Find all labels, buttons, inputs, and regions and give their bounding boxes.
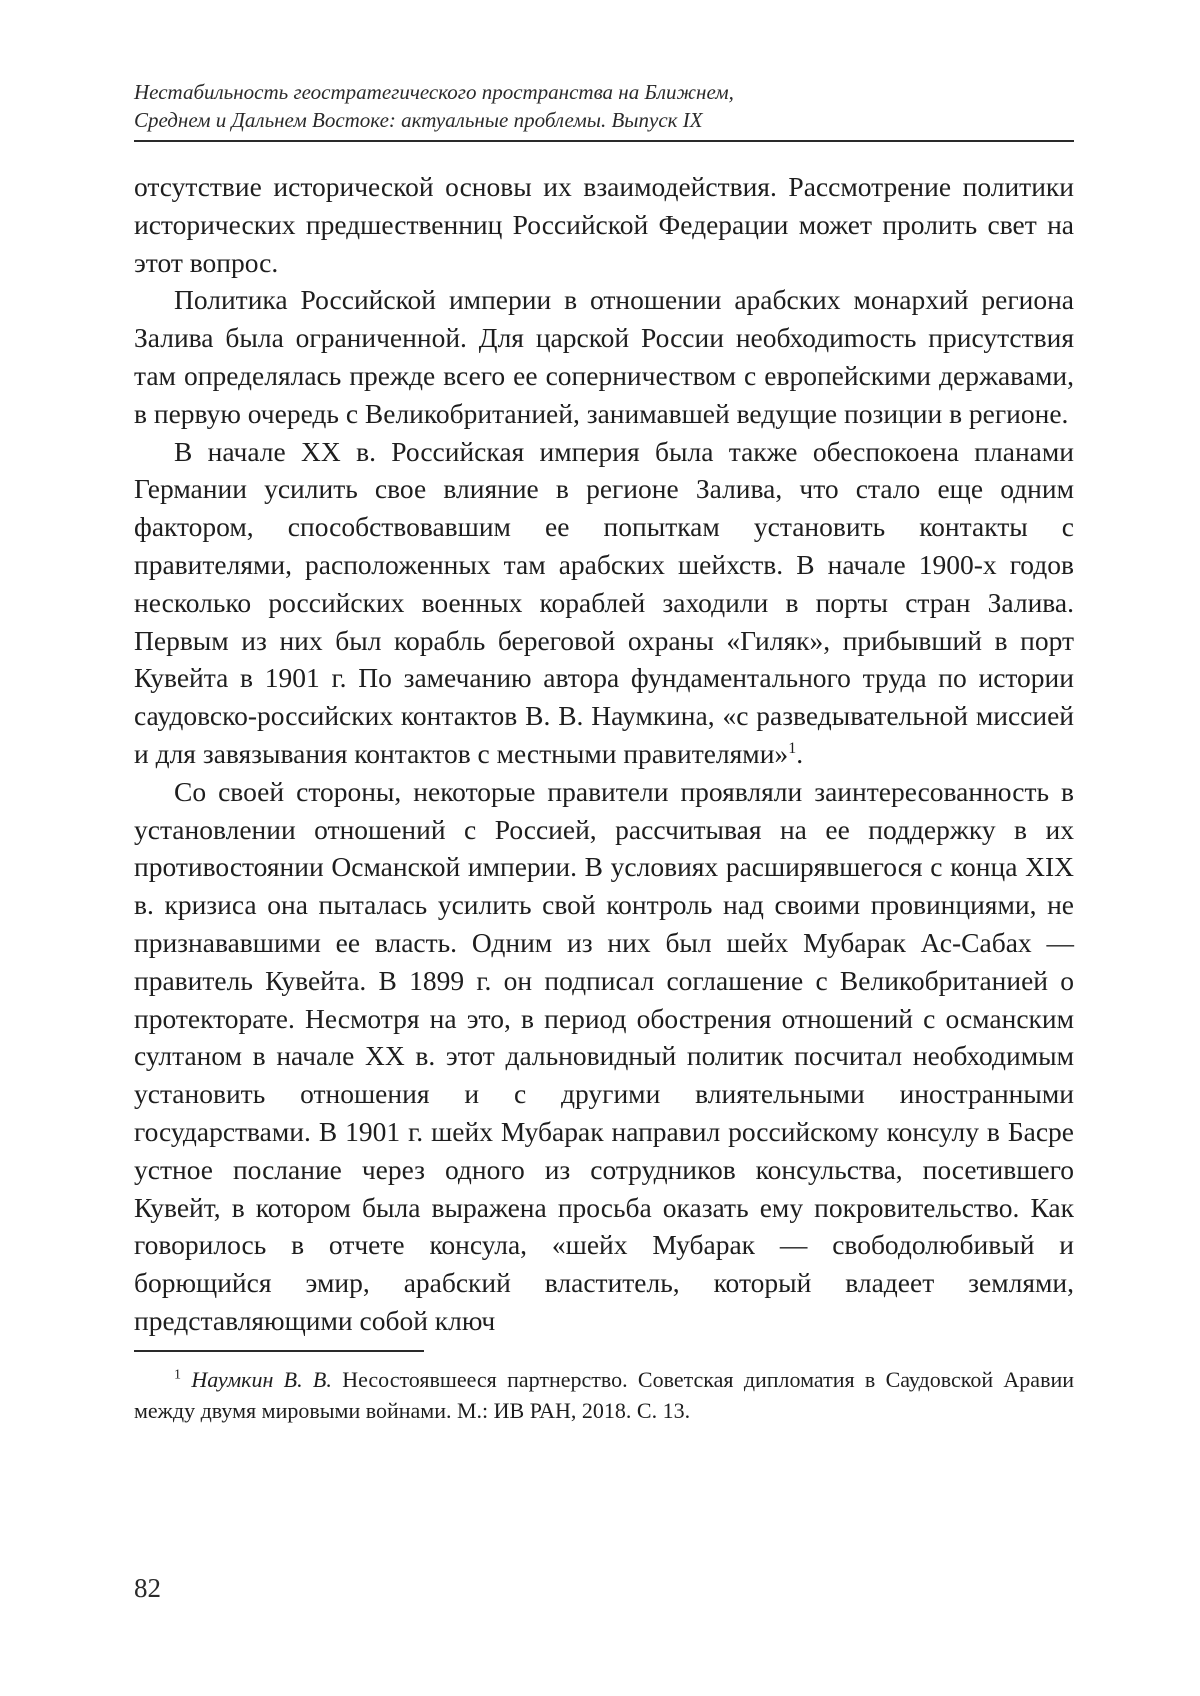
footnote-text: Несостоявшееся партнерство. Советская дипломатия в Саудовской Аравии между двумя мировыми войнами. М.: ИВ РАН, 2018. С. 13. <box>134 1367 1074 1423</box>
footnote-number: 1 <box>174 1367 181 1382</box>
running-header-line-2: Среднем и Дальнем Востоке: актуальные проблемы. Выпуск IX <box>134 106 1074 134</box>
paragraph-3-end: . <box>796 738 803 769</box>
footnote-author: Наумкин В. В. <box>191 1367 332 1392</box>
footnote-reference[interactable]: 1 <box>788 740 796 757</box>
paragraph-3-text: В начале XX в. Российская империя была также обеспокоена пла­нами Германии усилить свое влияние в регионе Залива, что стало еще одним фактором, способствовавшим ее попыткам установить контакты с правителями, расположенных там арабских шейхств. В начале 1900-х годов несколько российских военных кораблей заходили в порты стран Залива. Первым из них был корабль береговой охраны «Гиляк», при­бывший в порт Кувейта в 1901 г. По замечанию автора фундаменталь­ного труда по истории саудовско-российских контактов В. В. Наумкина, «с разведывательной миссией и для завязывания контактов с местными правителями» <box>134 436 1074 769</box>
footnote-rule <box>134 1350 424 1352</box>
page <box>134 78 1074 1426</box>
body-text <box>134 168 1074 1340</box>
running-header <box>134 78 1074 140</box>
running-header-line-1: Нестабильность геостратегического пространства на Ближнем, <box>134 78 1074 106</box>
header-rule <box>134 140 1074 142</box>
footnote <box>134 1364 1074 1426</box>
paragraph-1: отсутствие исторической основы их взаимодействия. Рассмотрение политики исторических предшественниц Российской Федерации может пролить свет на этот вопрос. <box>134 168 1074 281</box>
paragraph-2: Политика Российской империи в отношении арабских монархий региона Залива была ограниченной. Для царской России необходи­mость присутствия там определялась прежде всего ее соперничеством с европейскими державами, в первую очередь с Великобританией, зани­мавшей ведущие позиции в регионе. <box>134 281 1074 432</box>
paragraph-4: Со своей стороны, некоторые правители проявляли заинтересо­ванность в установлении отношений с Россией, рассчитывая на ее поддержку в их противостоянии Османской империи. В условиях расширявшегося с конца XIX в. кризиса она пыталась усилить свой контроль над своими провинциями, не признававшими ее власть. Одним из них был шейх Мубарак Ас-Сабах — правитель Кувейта. В 1899 г. он подписал соглашение с Великобританией о протекторате. Несмотря на это, в период обострения отношений с османским сул­таном в начале XX в. этот дальновидный политик посчитал необхо­димым установить отношения и с другими влиятельными иностран­ными государствами. В 1901 г. шейх Мубарак направил российскому консулу в Басре устное послание через одного из сотрудников кон­сульства, посетившего Кувейт, в котором была выражена просьба оказать ему покровительство. Как говорилось в отчете консула, «шейх Мубарак — свободолюбивый и борющийся эмир, арабский властитель, который владеет землями, представляющими собой ключ <box>134 773 1074 1340</box>
page-number: 82 <box>134 1572 161 1604</box>
paragraph-3 <box>134 433 1074 773</box>
